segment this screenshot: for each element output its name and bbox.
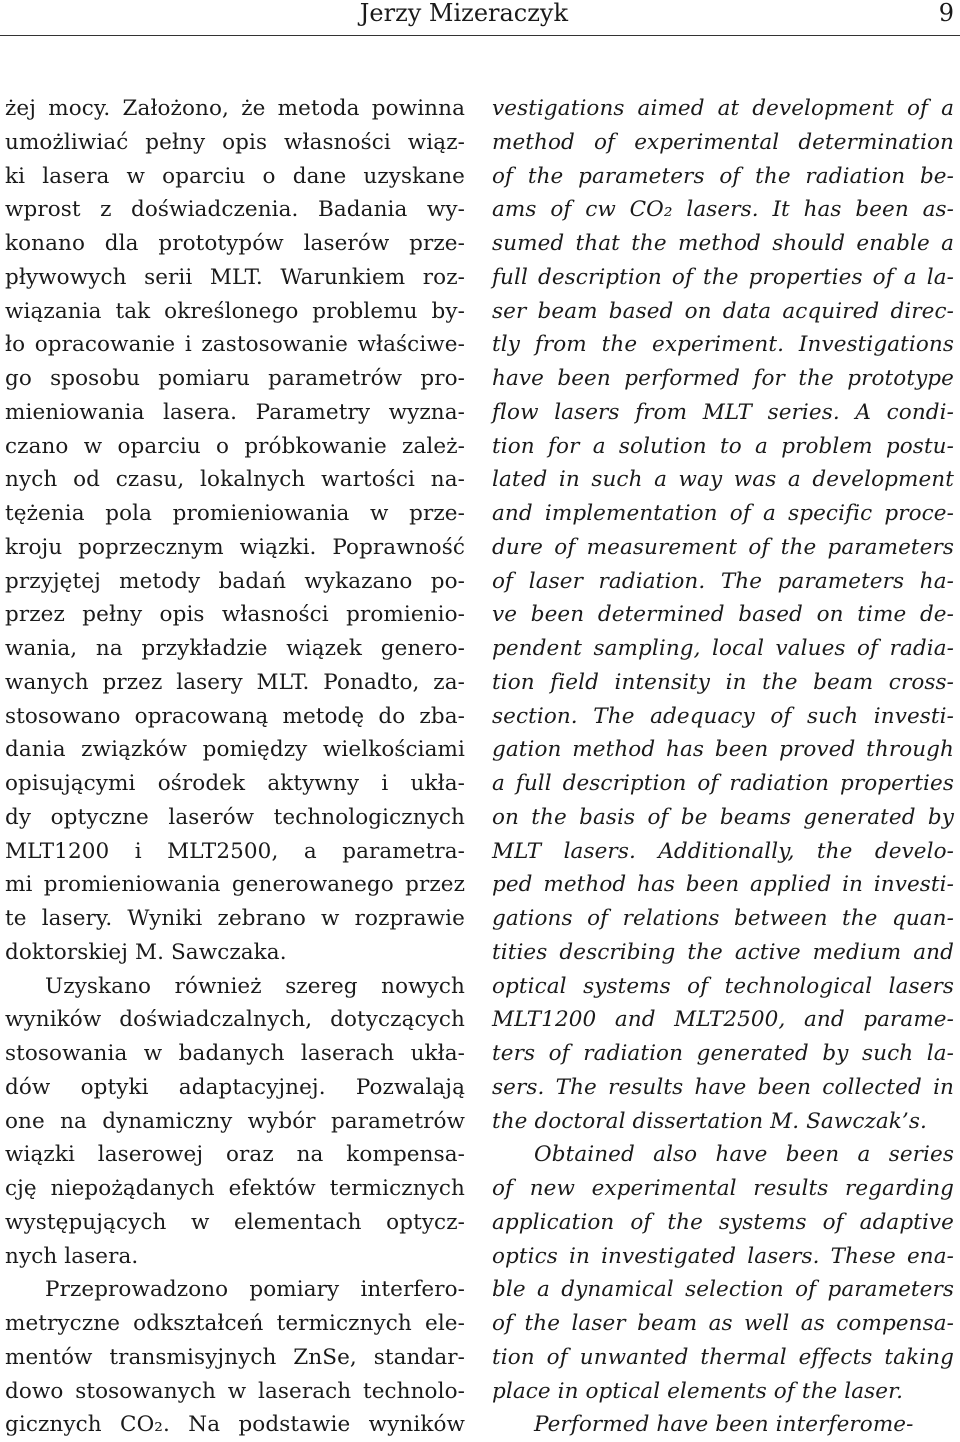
text-line: dy optyczne laserów technologicznych: [5, 804, 465, 830]
text-line: gicznych CO₂. Na podstawie wyników: [5, 1412, 465, 1438]
text-line: gation method has been proved through: [492, 737, 954, 763]
text-line: kroju poprzecznym wiązki. Poprawność: [5, 534, 465, 560]
text-line: of the laser beam as well as compensa-: [492, 1311, 954, 1336]
text-line: tion field intensity in the beam cross-: [492, 669, 954, 695]
text-line: ło opracowanie i zastosowanie właściwe-: [5, 332, 465, 358]
text-line: mieniowania lasera. Parametry wyzna-: [5, 399, 465, 425]
text-line: lated in such a way was a development: [492, 467, 954, 493]
text-line: umożliwiać pełny opis własności wiąz-: [5, 129, 465, 155]
english-text-column: [492, 92, 954, 1442]
text-line: doktorskiej M. Sawczaka.: [5, 939, 287, 965]
text-line: stosowano opracowaną metodę do zba-: [5, 703, 465, 729]
text-line: section. The adequacy of such investi-: [492, 703, 954, 729]
text-line: of the parameters of the radiation be-: [492, 163, 954, 189]
text-line: wanych przez lasery MLT. Ponadto, za-: [5, 669, 465, 695]
text-line: wania, na przykładzie wiązek genero-: [5, 636, 465, 661]
text-line: application of the systems of adaptive: [492, 1209, 954, 1235]
text-line: gations of relations between the quan-: [492, 906, 954, 931]
text-line: ters of radiation generated by such la-: [492, 1041, 954, 1066]
text-line: czano w oparciu o próbkowanie zależ-: [5, 433, 465, 459]
polish-text-column: [5, 92, 465, 1442]
text-line: te lasery. Wyniki zebrano w rozprawie: [5, 906, 465, 931]
text-line: żej mocy. Założono, że metoda powinna: [5, 96, 465, 121]
text-line: full description of the properties of a la-: [492, 264, 954, 290]
text-line: MLT1200 i MLT2500, a parametra-: [5, 838, 465, 864]
text-line: MLT lasers. Additionally, the develo-: [492, 838, 954, 864]
text-line: go sposobu pomiaru parametrów pro-: [5, 366, 465, 391]
text-line: method of experimental determination: [492, 129, 954, 155]
running-header: [0, 0, 960, 36]
header-rule: [0, 35, 960, 36]
text-line: tężenia pola promieniowania w prze-: [5, 501, 465, 526]
text-line: vestigations aimed at development of a: [492, 96, 954, 121]
text-line: przyjętej metody badań wykazano po-: [5, 568, 465, 594]
text-line: the doctoral dissertation M. Sawczak’s.: [492, 1108, 927, 1134]
text-line: wprost z doświadczenia. Badania wy-: [5, 197, 465, 223]
text-line: tities describing the active medium and: [492, 939, 954, 965]
text-line: a full description of radiation properties: [492, 771, 954, 796]
text-line: ams of cw CO₂ lasers. It has been as-: [492, 197, 954, 223]
text-line: ser beam based on data acquired direc-: [492, 298, 954, 324]
text-line: tion of unwanted thermal effects taking: [492, 1344, 954, 1370]
text-line: and implementation of a specific proce-: [492, 501, 954, 526]
text-line: nych lasera.: [5, 1243, 139, 1269]
text-line: Performed have been interferome-: [534, 1412, 914, 1438]
text-line: opisującymi ośrodek aktywny i ukła-: [5, 771, 465, 796]
page-number: 9: [938, 0, 954, 27]
text-line: wyników doświadczalnych, dotyczących: [5, 1007, 465, 1033]
text-line: of new experimental results regarding: [492, 1176, 954, 1201]
text-line: flow lasers from MLT series. A condi-: [492, 399, 954, 425]
text-line: tion for a solution to a problem postu-: [492, 433, 954, 459]
text-line: ped method has been applied in investi-: [492, 872, 954, 898]
text-line: mi promieniowania generowanego przez: [5, 872, 465, 898]
text-line: ki lasera w oparciu o dane uzyskane: [5, 163, 465, 189]
text-line: ble a dynamical selection of parameters: [492, 1277, 954, 1303]
text-line: tly from the experiment. Investigations: [492, 332, 954, 358]
text-line: have been performed for the prototype: [492, 366, 954, 391]
text-line: pendent sampling, local values of radia-: [492, 636, 954, 661]
text-line: one na dynamiczny wybór parametrów: [5, 1108, 465, 1134]
text-line: ve been determined based on time de-: [492, 602, 954, 628]
text-line: pływowych serii MLT. Warunkiem roz-: [5, 264, 465, 290]
text-line: of laser radiation. The parameters ha-: [492, 568, 954, 594]
text-line: wiązki laserowej oraz na kompensa-: [5, 1142, 465, 1168]
text-line: nych od czasu, lokalnych wartości na-: [5, 467, 465, 493]
text-line: Uzyskano również szereg nowych: [45, 973, 465, 999]
text-line: MLT1200 and MLT2500, and parame-: [492, 1007, 954, 1033]
text-line: Obtained also have been a series: [534, 1142, 954, 1168]
text-line: metryczne odkształceń termicznych ele-: [5, 1311, 465, 1336]
text-line: sers. The results have been collected in: [492, 1074, 954, 1100]
text-line: dów optyki adaptacyjnej. Pozwalają: [5, 1074, 465, 1100]
text-line: on the basis of be beams generated by: [492, 804, 954, 830]
text-line: występujących w elementach optycz-: [5, 1209, 465, 1235]
header-author: Jerzy Mizeraczyk: [359, 0, 568, 27]
text-line: dure of measurement of the parameters: [492, 534, 954, 560]
text-line: Przeprowadzono pomiary interfero-: [45, 1277, 465, 1303]
text-line: dowo stosowanych w laserach technolo-: [5, 1378, 465, 1404]
text-line: przez pełny opis własności promienio-: [5, 602, 465, 628]
text-line: sumed that the method should enable a: [492, 231, 954, 256]
text-line: place in optical elements of the laser.: [492, 1378, 904, 1404]
text-line: konano dla prototypów laserów prze-: [5, 231, 465, 256]
text-line: optics in investigated lasers. These ena-: [492, 1243, 954, 1269]
text-line: stosowania w badanych laserach ukła-: [5, 1041, 465, 1066]
text-line: wiązania tak określonego problemu by-: [5, 298, 465, 324]
text-line: dania związków pomiędzy wielkościami: [5, 737, 465, 763]
text-line: cję niepożądanych efektów termicznych: [5, 1176, 465, 1201]
text-line: mentów transmisyjnych ZnSe, standar-: [5, 1344, 465, 1370]
text-line: optical systems of technological lasers: [492, 973, 954, 999]
